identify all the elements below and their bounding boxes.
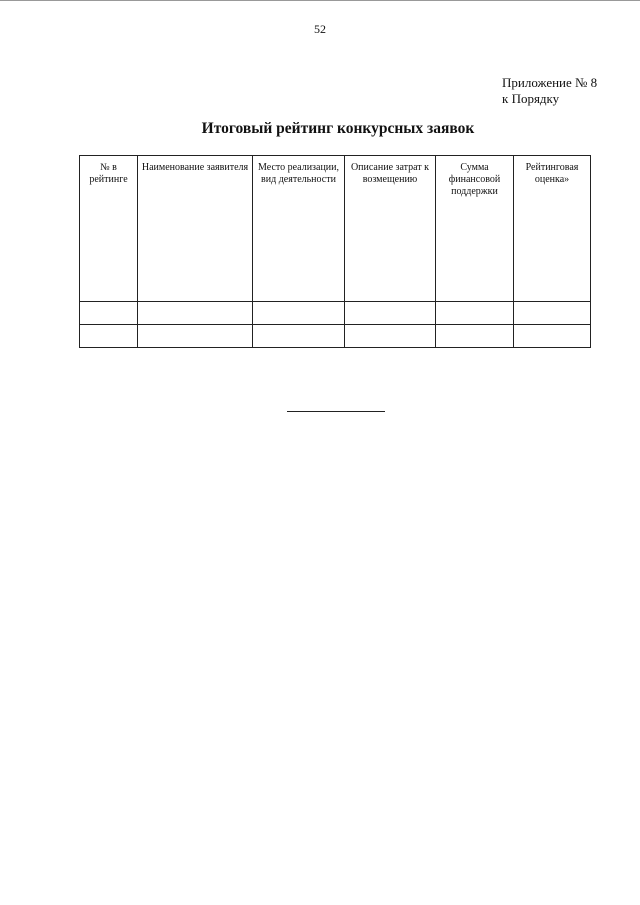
table-cell <box>138 325 253 348</box>
appendix-procedure: к Порядку <box>502 91 560 106</box>
table-cell <box>345 325 436 348</box>
column-header-score: Рейтинговая оценка» <box>514 156 591 302</box>
table-row <box>80 302 591 325</box>
table-cell <box>80 325 138 348</box>
table-cell <box>80 302 138 325</box>
column-header-location: Место реализации, вид деятельности <box>253 156 345 302</box>
table-row <box>80 325 591 348</box>
appendix-number: Приложение № 8 <box>502 75 598 90</box>
table-cell <box>253 325 345 348</box>
column-header-applicant: Наименование заявителя <box>138 156 253 302</box>
table-cell <box>514 302 591 325</box>
table-cell <box>436 302 514 325</box>
table-header-row <box>80 156 591 302</box>
table-cell <box>514 325 591 348</box>
column-header-costs: Описание затрат к возмещению <box>345 156 436 302</box>
table-cell <box>253 302 345 325</box>
column-header-amount: Сумма финансовой поддержки <box>436 156 514 302</box>
rating-table <box>79 155 591 348</box>
appendix-reference <box>502 75 597 107</box>
page-number: 52 <box>314 22 326 36</box>
closing-divider-line <box>287 411 385 412</box>
table-cell <box>138 302 253 325</box>
column-header-rank: № в рейтинге <box>80 156 138 302</box>
document-title: Итоговый рейтинг конкурсных заявок <box>201 120 475 137</box>
top-border-line <box>0 0 640 1</box>
table-cell <box>345 302 436 325</box>
table-cell <box>436 325 514 348</box>
